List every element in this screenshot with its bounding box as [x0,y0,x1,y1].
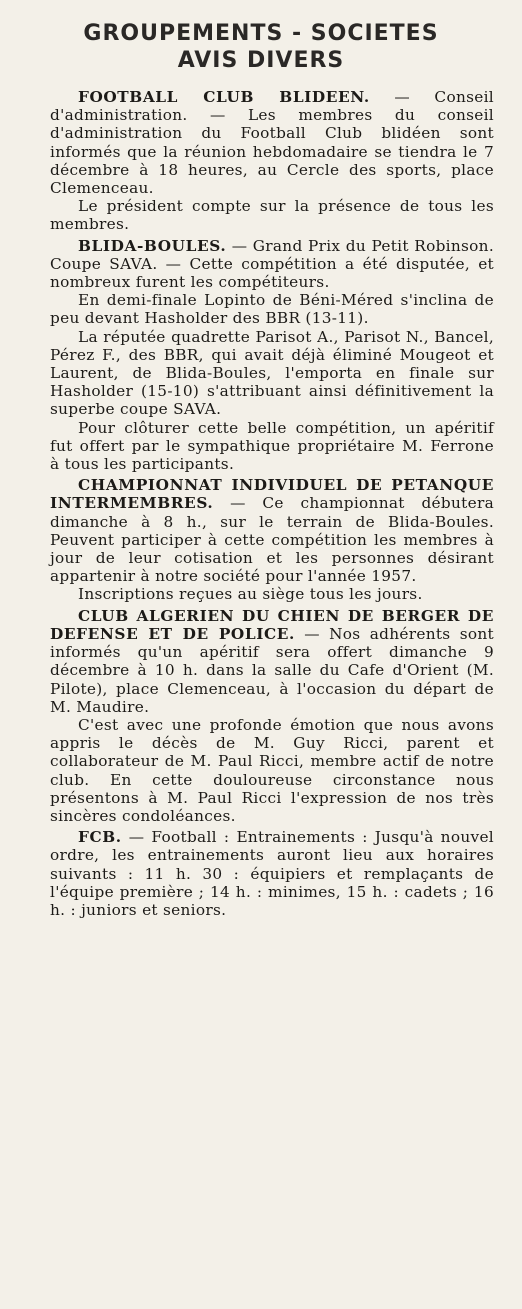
notice-paragraph: C'est avec une profonde émotion que nous avons appris le décès de M. Guy Ricci, parent et collaborateur de M. Paul Ricci, membre actif de notre club. En cette douloureuse circonstance nous présentons à M. Paul Ricci l'expression de nos très sincères condoléances. [50,715,494,825]
notice-fcb-football [50,828,494,919]
notice-football-club-blideen [50,88,494,197]
section-headline [0,20,522,74]
notice-title: FOOTBALL CLUB BLIDEEN. [78,88,370,106]
notice-blida-boules [50,237,494,292]
notice-title: CLUB ALGERIEN DU CHIEN DE BERGER DE DEFENSE ET DE POLICE. [50,606,494,643]
notice-paragraph: Inscriptions reçues au siège tous les jours. [78,585,423,604]
notice-text: — Ce championnat débutera dimanche à 8 h., sur le terrain de Blida-Boules. Peuvent participer à cette compétition les membres à jour de leur cotisation et les personnes désirant appartenir à notre société pour l'année 1957. [50,494,494,586]
notice-title: FCB. [78,828,122,847]
headline-line-2: AVIS DIVERS [177,48,345,73]
notice-title: CHAMPIONNAT INDIVIDUEL DE PETANQUE INTERMEMBRES. [50,476,494,513]
notice-text: — Football : Entrainements : Jusqu'à nouvel ordre, les entrainements auront lieu aux horaires suivants : 11 h. 30 : équipiers et remplaçants de l'équipe première ; 14 h. : minimes, 15 h. : cadets ; 16 h. : juniors et seniors. [50,828,494,919]
notice-paragraph: La réputée quadrette Parisot A., Parisot N., Bancel, Pérez F., des BBR, qui avait déjà éliminé Mougeot et Laurent, de Blida-Boules, l'emporta en finale sur Hasholder (15-10) s'attribuant ainsi définitivement la superbe coupe SAVA. [50,327,494,419]
notice-text: — Nos adhérents sont informés qu'un apéritif sera offert dimanche 9 décembre à 10 h. dans la salle du Cafe d'Orient (M. Pilote), place Clemenceau, à l'occasion du départ de M. Maudire. [50,624,494,716]
notice-text: — Grand Prix du Petit Robinson. Coupe SAVA. — Cette compétition a été disputée, et nombreux furent les compétiteurs. [50,236,494,292]
notice-text: — Conseil d'administration. — Les membres du conseil d'administration du Football Club blidéen sont informés que la réunion hebdomadaire se tiendra le 7 décembre à 18 heures, au Cercle des sports, place Clemenceau. [50,88,494,198]
notice-club-chien-de-berger [50,607,494,716]
notice-paragraph: Pour clôturer cette belle compétition, un apéritif fut offert par le sympathique propriétaire M. Ferrone à tous les participants. [50,418,494,474]
notice-paragraph: Le président compte sur la présence de tous les membres. [50,197,494,234]
notice-title: BLIDA-BOULES. [78,236,227,255]
headline-line-1: GROUPEMENTS - SOCIETES [83,21,439,46]
notice-paragraph: En demi-finale Lopinto de Béni-Méred s'inclina de peu devant Hasholder des BBR (13-11). [50,291,494,328]
notice-championnat-petanque [50,476,494,585]
notices-body [50,88,494,919]
